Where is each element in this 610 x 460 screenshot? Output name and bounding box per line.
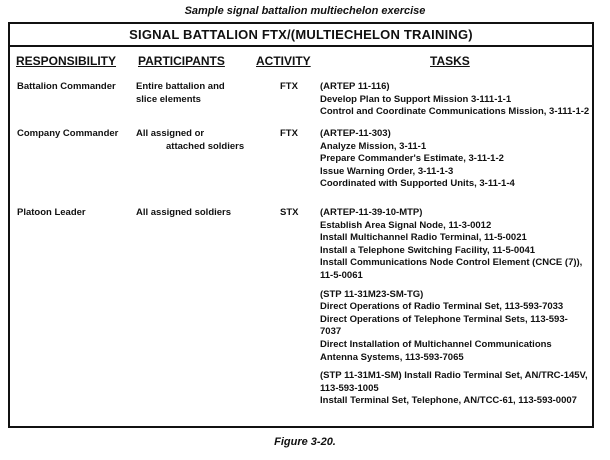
task-block: [320, 370, 592, 408]
activity-cell: FTX: [280, 128, 298, 139]
task-line: Direct Operations of Radio Terminal Set, 113-593-7033: [320, 301, 564, 313]
activity-cell: FTX: [280, 81, 298, 92]
task-block: [320, 207, 592, 283]
figure-caption: Figure 3-20.: [274, 436, 336, 448]
participants-cell: [136, 207, 256, 220]
participants-line: Entire battalion and: [136, 81, 225, 92]
task-line: Direct Operations of Telephone Terminal Sets, 113-593-: [320, 313, 568, 325]
header-participants: PARTICIPANTS: [138, 54, 225, 68]
participants-line: slice elements: [136, 93, 201, 105]
participants-line: attached soldiers: [166, 140, 245, 152]
participants-line: All assigned soldiers: [136, 207, 232, 218]
task-line: 113-593-1005: [320, 382, 379, 394]
task-line: Direct Installation of Multichannel Communications: [320, 338, 552, 350]
task-line: Establish Area Signal Node, 11-3-0012: [320, 219, 492, 231]
task-line: Develop Plan to Support Mission 3-111-1-1: [320, 93, 512, 105]
task-line: Install Multichannel Radio Terminal, 11-5-0021: [320, 232, 527, 244]
task-line: Analyze Mission, 3-11-1: [320, 140, 427, 152]
participants-line: All assigned or: [136, 128, 205, 139]
task-line: (ARTEP-11-303): [320, 128, 391, 139]
responsibility-cell: Company Commander: [17, 128, 119, 139]
task-line: 11-5-0061: [320, 269, 363, 281]
tasks-cell: [320, 207, 592, 414]
participants-cell: [136, 81, 256, 106]
task-line: Install Terminal Set, Telephone, AN/TCC-61, 113-593-0007: [320, 395, 577, 407]
responsibility-cell: Platoon Leader: [17, 207, 86, 218]
task-line: (STP 11-31M23-SM-TG): [320, 288, 424, 300]
tasks-cell: [320, 128, 592, 191]
exercise-table: [8, 22, 594, 428]
task-line: Prepare Commander's Estimate, 3-11-1-2: [320, 153, 504, 165]
participants-cell: [136, 128, 256, 153]
activity-cell: STX: [280, 207, 299, 218]
task-line: Control and Coordinate Communications Mission, 3-111-1-2: [320, 106, 590, 118]
task-line: (ARTEP 11-116): [320, 81, 390, 92]
task-line: Install Communications Node Control Element (CNCE (7)),: [320, 257, 583, 269]
table-banner: SIGNAL BATTALION FTX/(MULTIECHELON TRAINING): [10, 24, 592, 47]
task-line: Install a Telephone Switching Facility, 11-5-0041: [320, 244, 536, 256]
figure-title: Sample signal battalion multiechelon exercise: [184, 5, 426, 17]
task-line: Coordinated with Supported Units, 3-11-1-4: [320, 178, 515, 190]
header-responsibility: RESPONSIBILITY: [16, 54, 117, 68]
task-line: Antenna Systems, 113-593-7065: [320, 351, 464, 363]
task-line: (STP 11-31M1-SM) Install Radio Terminal Set, AN/TRC-145V,: [320, 370, 588, 382]
header-tasks: TASKS: [430, 54, 470, 68]
task-line: Issue Warning Order, 3-11-1-3: [320, 165, 454, 177]
task-line: 7037: [320, 326, 342, 338]
task-line: (ARTEP-11-39-10-MTP): [320, 207, 423, 218]
responsibility-cell: Battalion Commander: [17, 81, 116, 92]
tasks-cell: [320, 81, 592, 119]
header-activity: ACTIVITY: [256, 54, 311, 68]
task-block: [320, 289, 592, 365]
